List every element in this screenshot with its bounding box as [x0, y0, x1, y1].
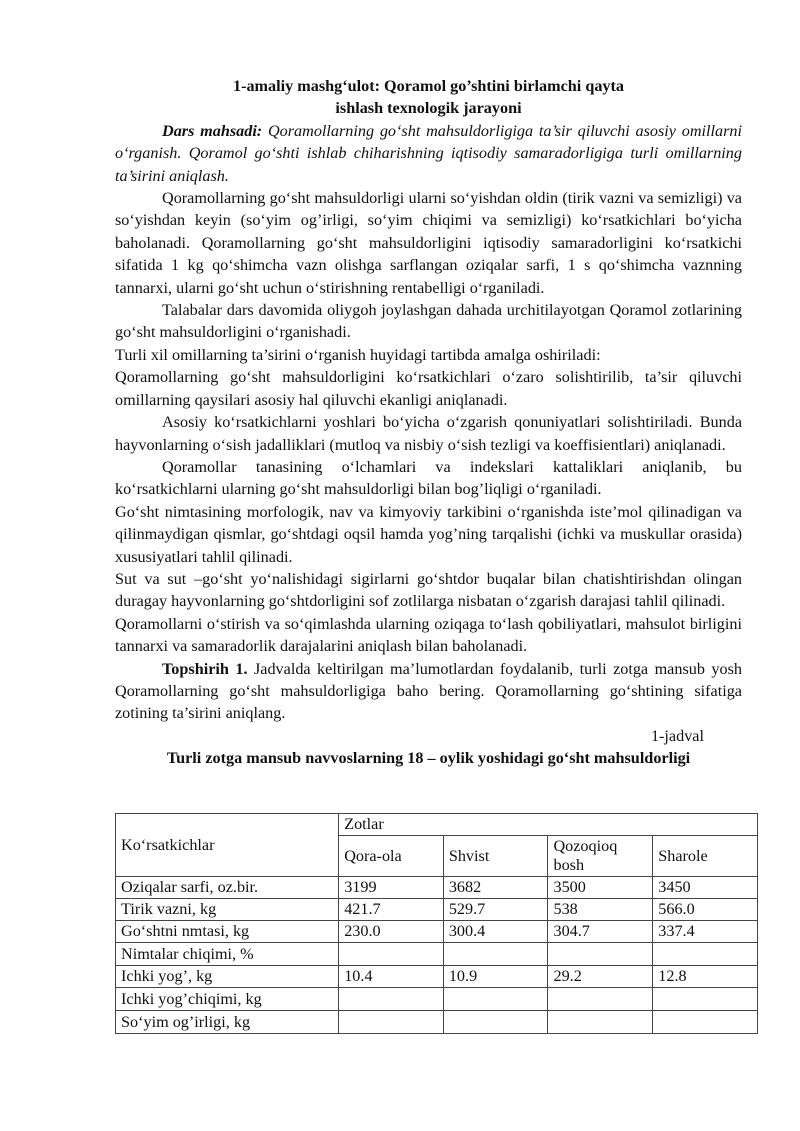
document-page — [115, 75, 742, 770]
table-row — [116, 988, 758, 1011]
table-cell — [339, 1011, 444, 1034]
page-title — [115, 75, 742, 120]
breed-header: Qora-ola — [339, 836, 444, 877]
table-row — [116, 1011, 758, 1034]
table-cell — [339, 988, 444, 1011]
table-cell: 29.2 — [548, 966, 653, 988]
breed-header: Shvist — [443, 836, 548, 877]
title-line-2: ishlash texnologik jarayoni — [335, 99, 522, 118]
table-cell: 566.0 — [653, 899, 758, 921]
task-paragraph — [115, 658, 742, 725]
goal-label: Dars mahsadi: — [162, 121, 263, 140]
table-row — [116, 899, 758, 921]
table-cell — [443, 1011, 548, 1034]
table-number: 1-jadval — [650, 726, 704, 745]
paragraph: Qoramollarni o‘stirish va so‘qimlashda ularning oziqaga to‘lash qobiliyatlari, mahsulot birligini tannarxi va samaradorlik darajalarini aniqlash bilan baholanadi. — [115, 614, 742, 656]
breed-header: Qozoqioq bosh — [548, 836, 653, 877]
row-label: Oziqalar sarfi, oz.bir. — [116, 877, 339, 899]
paragraph: Qoramollarning go‘sht mahsuldorligini ko‘rsatkichlari o‘zaro solishtirilib, ta’sir qiluvchi omillarning qaysilari asosiy hal qiluvchi ekanligi aniqlanadi. — [115, 368, 742, 409]
table-cell: 421.7 — [339, 899, 444, 921]
table-cell: 3682 — [443, 877, 548, 899]
table-cell — [443, 988, 548, 1011]
paragraph: Turli xil omillarning ta’sirini o‘rganish huyidagi tartibda amalga oshiriladi: — [115, 345, 601, 364]
task-text: Jadvalda keltirilgan ma’lumotlardan foydalanib, turli zotga mansub yosh Qoramollarning go‘sht mahsuldorligiga baho bering. Qoramollarning go‘shtining sifatiga zotining ta’sirini aniqlang. — [115, 659, 742, 723]
table-cell — [548, 1011, 653, 1034]
table-cell: 304.7 — [548, 921, 653, 943]
paragraph: Go‘sht nimtasining morfologik, nav va kimyoviy tarkibini o‘rganishda iste’mol qilinadigan va qilinmaydigan qismlar, go‘shtdagi oqsil hamda yog’ning tarqalishi (ichki va muskullar orasida) xususiyatlari tahlil qilinadi. — [115, 502, 742, 566]
row-label: Ichki yog’chiqimi, kg — [116, 988, 339, 1011]
table-row — [116, 921, 758, 943]
table-cell — [339, 943, 444, 966]
paragraph: Talabalar dars davomida oliygoh joylashgan dahada urchitilayotgan Qoramol zotlarining go‘sht mahsuldorligini o‘rganishadi. — [115, 301, 742, 342]
table-cell: 300.4 — [443, 921, 548, 943]
table-header-row — [116, 814, 758, 836]
paragraph: Qoramollar tanasining o‘lchamlari va indekslari kattaliklari aniqlanib, bu ko‘rsatkichlarni ularning go‘sht mahsuldorligi bilan bog’liqligi o‘rganiladi. — [115, 457, 742, 499]
table-row — [116, 966, 758, 988]
paragraph: Asosiy ko‘rsatkichlarni yoshlari bo‘yicha o‘zgarish qonuniyatlari solishtiriladi. Bunda hayvonlarning o‘sish jadalliklari (mutloq va nisbiy o‘sish tezligi va koeffisientlari) aniqlanadi. — [115, 413, 742, 454]
lesson-goal — [115, 120, 742, 187]
table-cell: 529.7 — [443, 899, 548, 921]
breed-header: Sharole — [653, 836, 758, 877]
table-cell: 10.4 — [339, 966, 444, 988]
table-cell: 3450 — [653, 877, 758, 899]
table-cell — [653, 1011, 758, 1034]
title-line-1: 1-amaliy mashg‘ulot: Qoramol go’shtini birlamchi qayta — [232, 77, 625, 95]
table-cell: 230.0 — [339, 921, 444, 943]
table-cell — [653, 943, 758, 966]
table-cell — [548, 988, 653, 1011]
table-cell: 10.9 — [443, 966, 548, 988]
row-label: Go‘shtni nmtasi, kg — [116, 921, 339, 943]
row-label: Tirik vazni, kg — [116, 899, 339, 921]
indicator-header: Ko‘rsatkichlar — [116, 814, 339, 877]
table-cell — [653, 988, 758, 1011]
table-title: Turli zotga mansub navvoslarning 18 – oylik yoshidagi go‘sht mahsuldorligi — [166, 749, 691, 768]
table-cell: 538 — [548, 899, 653, 921]
table-cell — [548, 943, 653, 966]
table-cell: 337.4 — [653, 921, 758, 943]
row-label: Ichki yog’, kg — [116, 966, 339, 988]
table-cell: 3199 — [339, 877, 444, 899]
table-cell — [443, 943, 548, 966]
row-label: Nimtalar chiqimi, % — [116, 943, 339, 966]
goal-text: Qoramollarning go‘sht mahsuldorligiga ta’sir qiluvchi asosiy omillarni o‘rganish. Qoramol go‘shti ishlab chiharishning iqtisodiy samaradorligiga turli omillarning ta’sirini aniqlash. — [115, 121, 742, 185]
paragraph: Sut va sut –go‘sht yo‘nalishidagi sigirlarni go‘shtdor buqalar bilan chatishtirishdan olingan duragay hayvonlarning go‘shtdorligini sof zotlilarga nisbatan o‘zgarish darajasi tahlil qilinadi. — [115, 569, 742, 611]
data-table — [115, 813, 758, 1034]
task-label: Topshirih 1. — [162, 659, 248, 678]
breeds-group-header: Zotlar — [339, 814, 758, 836]
paragraph: Qoramollarning go‘sht mahsuldorligi ularni so‘yishdan oldin (tirik vazni va semizligi) va so‘yishdan keyin (so‘yim og’irligi, so‘yim chiqimi va semizligi) ko‘rsatkichlari bo‘yicha baholanadi. Qoramollarning go‘sht mahsuldorligini iqtisodiy samaradorligini ko‘rsatkichi sifatida 1 kg qo‘shimcha vazn olishga sarflangan oziqalar sarfi, 1 s qo‘shimcha vaznning tannarxi, ularni go‘sht uchun o‘stirishning rentabelligi o‘rganiladi. — [115, 189, 742, 297]
table-cell: 12.8 — [653, 966, 758, 988]
table-row — [116, 943, 758, 966]
table-cell: 3500 — [548, 877, 653, 899]
table-row — [116, 877, 758, 899]
row-label: So‘yim og’irligi, kg — [116, 1011, 339, 1034]
